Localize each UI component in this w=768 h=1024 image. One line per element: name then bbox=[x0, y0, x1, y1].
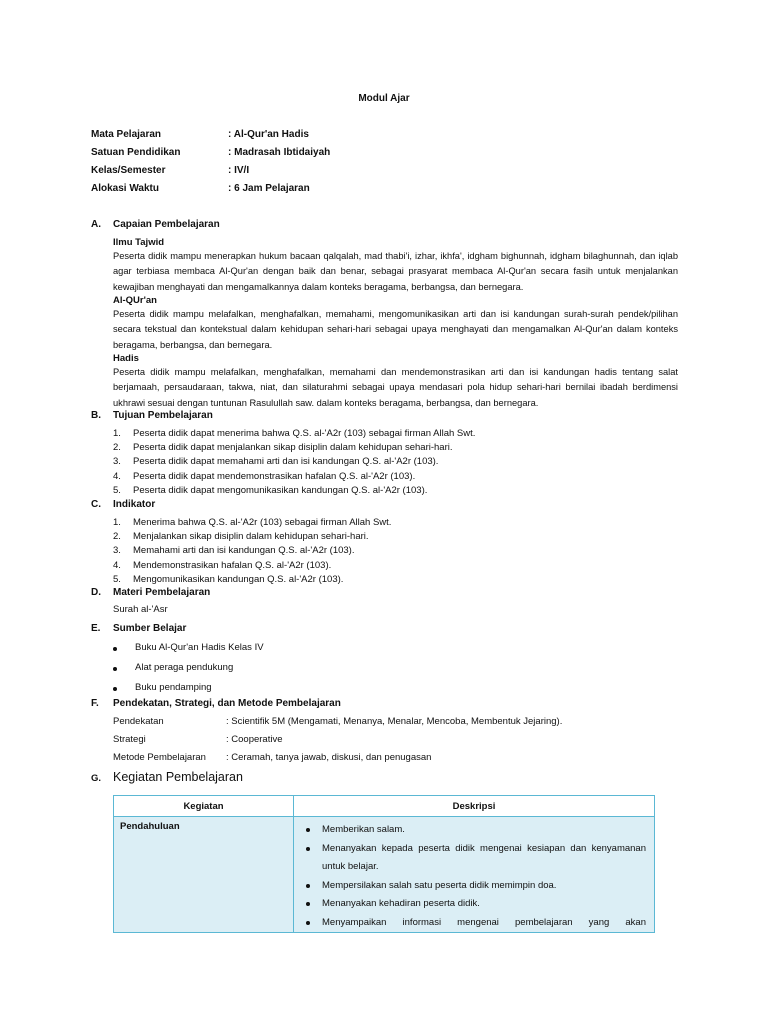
section-title: Kegiatan Pembelajaran bbox=[113, 770, 243, 784]
list-text: Menanyakan kehadiran peserta didik. bbox=[322, 898, 480, 909]
list-number: 2. bbox=[113, 531, 121, 543]
strategy-row bbox=[113, 733, 673, 751]
approach-row bbox=[113, 715, 673, 733]
list-number: 3. bbox=[113, 545, 121, 557]
table-row bbox=[114, 817, 655, 933]
info-row-class bbox=[91, 164, 491, 182]
list-number: 1. bbox=[113, 517, 121, 528]
document-title: Modul Ajar bbox=[358, 93, 410, 104]
table-header-description: Deskripsi bbox=[294, 796, 655, 817]
info-row-school bbox=[91, 146, 491, 164]
list-text: Buku pendamping bbox=[135, 682, 212, 693]
list-text: Menerima bahwa Q.S. al-'A2r (103) sebagai firman Allah Swt. bbox=[133, 517, 392, 528]
section-letter: B. bbox=[91, 410, 101, 421]
paragraph-quran: Peserta didik mampu melafalkan, menghafalkan, memahami, mengomunikasikan arti dan isi kandungan surah-surah pendek/pilihan secara tekstual dan kontekstual dalam kehidupan sehari-hari sebagai upaya menghayati dan mengamalkan Al-Qur'an dalam konteks beragama, berbangsa, dan bernegara. bbox=[113, 309, 678, 350]
list-number: 3. bbox=[113, 456, 121, 468]
section-title: Pendekatan, Strategi, dan Metode Pembelajaran bbox=[113, 698, 341, 709]
bullet-icon bbox=[113, 687, 117, 691]
list-number: 2. bbox=[113, 442, 121, 454]
list-text: Memberikan salam. bbox=[322, 824, 405, 835]
list-text: Menjalankan sikap disiplin dalam kehidupan sehari-hari. bbox=[133, 531, 369, 543]
bullet-icon bbox=[306, 884, 310, 888]
section-letter: C. bbox=[91, 499, 101, 510]
section-title: Indikator bbox=[113, 499, 156, 510]
list-text: Peserta didik dapat mendemonstrasikan hafalan Q.S. al-'A2r (103). bbox=[133, 470, 416, 482]
table-header-activity: Kegiatan bbox=[114, 796, 294, 817]
info-row-time bbox=[91, 182, 491, 200]
list-text: Peserta didik dapat mengomunikasikan kandungan Q.S. al-'A2r (103). bbox=[133, 484, 428, 496]
section-title: Materi Pembelajaran bbox=[113, 587, 211, 598]
info-value: : 6 Jam Pelajaran bbox=[228, 183, 310, 194]
material-text: Surah al-'Asr bbox=[113, 604, 168, 615]
section-letter: D. bbox=[91, 587, 101, 598]
bullet-icon bbox=[306, 847, 310, 851]
info-value: : Al-Qur'an Hadis bbox=[228, 129, 309, 140]
table-cell-description bbox=[294, 817, 655, 933]
info-label: Satuan Pendidikan bbox=[91, 147, 181, 158]
info-value: : Madrasah Ibtidaiyah bbox=[228, 147, 331, 158]
approach-label: Pendekatan bbox=[113, 716, 164, 727]
list-text: Mempersilakan salah satu peserta didik memimpin doa. bbox=[322, 879, 557, 891]
bullet-icon bbox=[113, 647, 117, 651]
list-number: 4. bbox=[113, 470, 121, 482]
list-text: Peserta didik dapat memahami arti dan isi kandungan Q.S. al-'A2r (103). bbox=[133, 456, 439, 468]
list-item bbox=[302, 895, 646, 914]
list-number: 5. bbox=[113, 484, 121, 496]
subheading-quran: Al-QUr'an bbox=[113, 295, 157, 306]
list-text: Mengomunikasikan kandungan Q.S. al-'A2r (103). bbox=[133, 573, 344, 585]
subheading-hadis: Hadis bbox=[113, 353, 139, 364]
info-block bbox=[91, 128, 491, 200]
bullet-icon bbox=[306, 828, 310, 832]
list-number: 5. bbox=[113, 573, 121, 585]
info-row-subject bbox=[91, 128, 491, 146]
subheading-tajwid: Ilmu Tajwid bbox=[113, 237, 165, 248]
section-letter: F. bbox=[91, 698, 99, 709]
list-item bbox=[302, 821, 646, 840]
bullet-icon bbox=[306, 921, 310, 925]
method-label: Metode Pembelajaran bbox=[113, 752, 206, 763]
list-item bbox=[302, 877, 646, 896]
list-item bbox=[302, 914, 646, 933]
bullet-icon bbox=[113, 667, 117, 671]
list-text: Mendemonstrasikan hafalan Q.S. al-'A2r (103). bbox=[133, 559, 332, 571]
method-value: : Ceramah, tanya jawab, diskusi, dan penugasan bbox=[226, 752, 432, 763]
info-label: Kelas/Semester bbox=[91, 165, 166, 176]
list-text: Menyampaikan informasi mengenai pembelajaran yang akan bbox=[322, 916, 646, 928]
info-value: : IV/I bbox=[228, 165, 250, 176]
table-header-row bbox=[114, 796, 655, 817]
info-label: Mata Pelajaran bbox=[91, 129, 162, 140]
paragraph-tajwid: Peserta didik mampu menerapkan hukum bacaan qalqalah, mad thabi'i, izhar, ikhfa', idgham bighunnah, idgham bilaghunnah, dan iqlab agar terbiasa membaca Al-Qur'an dengan baik dan benar, sebagai prasyarat membaca Al-Qur'an secara fasih untuk menjalankan kewajiban menghayati dan mengamalkannya dalam konteks beragama, berbangsa, dan bernegara. bbox=[113, 251, 678, 292]
list-text: Memahami arti dan isi kandungan Q.S. al-'A2r (103). bbox=[133, 545, 355, 557]
approach-value: : Scientifik 5M (Mengamati, Menanya, Menalar, Mencoba, Membentuk Jejaring). bbox=[226, 716, 563, 727]
table-cell-phase: Pendahuluan bbox=[114, 817, 294, 933]
list-text: Alat peraga pendukung bbox=[135, 662, 234, 673]
list-item bbox=[302, 840, 646, 877]
strategy-label: Strategi bbox=[113, 734, 146, 745]
strategy-value: : Cooperative bbox=[226, 734, 283, 745]
list-text: Menanyakan kepada peserta didik mengenai kesiapan dan kenyamanan untuk belajar. bbox=[322, 842, 646, 872]
section-letter: E. bbox=[91, 623, 101, 634]
section-letter: G. bbox=[91, 773, 102, 784]
list-text: Peserta didik dapat menjalankan sikap disiplin dalam kehidupan sehari-hari. bbox=[133, 442, 453, 454]
section-title: Capaian Pembelajaran bbox=[113, 219, 220, 230]
bullet-icon bbox=[306, 902, 310, 906]
list-text: Peserta didik dapat menerima bahwa Q.S. al-'A2r (103) sebagai firman Allah Swt. bbox=[133, 428, 476, 439]
activities-table bbox=[113, 795, 655, 933]
info-label: Alokasi Waktu bbox=[91, 183, 159, 194]
approach-block bbox=[113, 715, 673, 769]
paragraph-hadis: Peserta didik mampu melafalkan, menghafalkan, memahami dan mendemonstrasikan arti dan isi kandungan hadis tentang salat berjamaah, persaudaraan, takwa, niat, dan silaturahmi sebagai upaya mendasari pola hidup sehari-hari bernilai ibadah berdimensi ukhrawi sesuai dengan tuntunan Rasulullah saw. dalam konteks beragama, berbangsa, dan bernegara. bbox=[113, 367, 678, 408]
list-number: 4. bbox=[113, 559, 121, 571]
section-title: Tujuan Pembelajaran bbox=[113, 410, 213, 421]
section-title: Sumber Belajar bbox=[113, 623, 187, 634]
list-number: 1. bbox=[113, 428, 121, 439]
section-letter: A. bbox=[91, 219, 101, 230]
method-row bbox=[113, 751, 673, 769]
list-text: Buku Al-Qur'an Hadis Kelas IV bbox=[135, 642, 264, 653]
